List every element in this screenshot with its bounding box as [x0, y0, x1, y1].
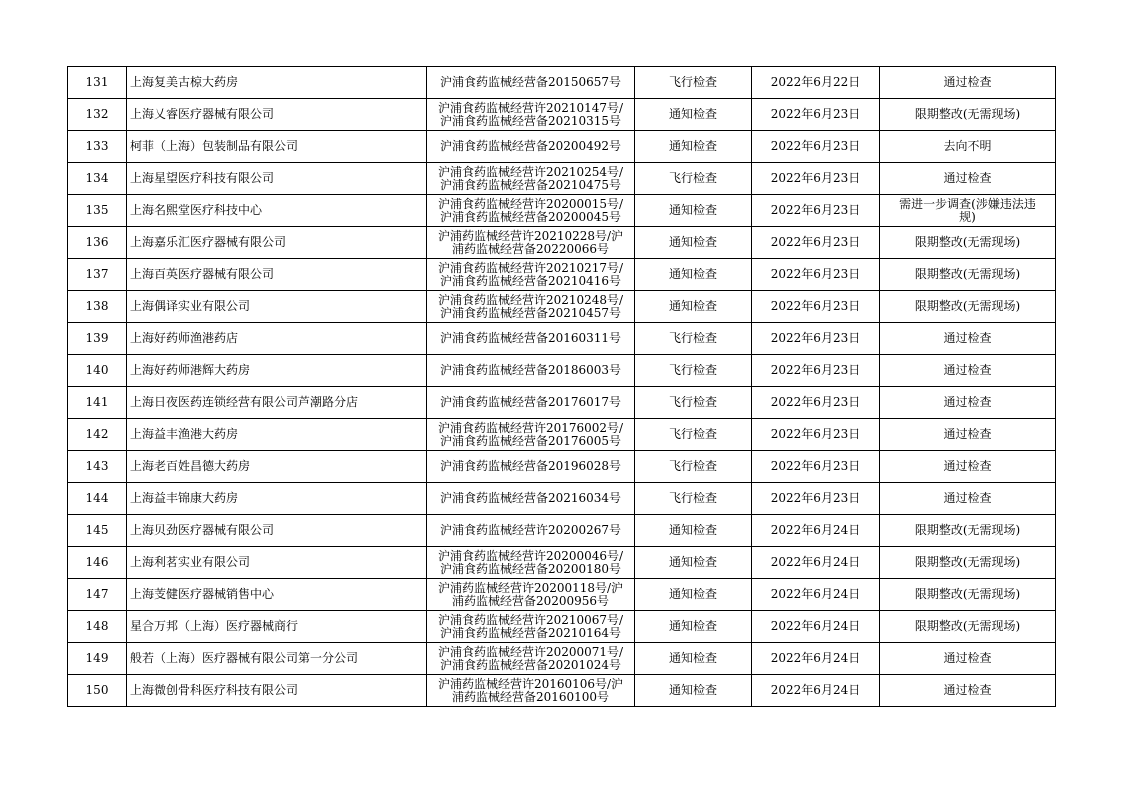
inspection-method-cell: 通知检查 [635, 579, 752, 611]
row-number-cell: 136 [68, 227, 127, 259]
inspection-result-cell: 限期整改(无需现场) [880, 99, 1056, 131]
inspection-method-cell: 飞行检查 [635, 419, 752, 451]
inspection-result-cell: 通过检查 [880, 355, 1056, 387]
inspection-date-cell: 2022年6月23日 [752, 387, 880, 419]
license-number-cell: 沪浦食药监械经营备20176017号 [427, 387, 635, 419]
table-row [68, 291, 1056, 323]
inspection-date-cell: 2022年6月23日 [752, 483, 880, 515]
table-row [68, 483, 1056, 515]
inspection-result-cell: 限期整改(无需现场) [880, 291, 1056, 323]
table-row [68, 131, 1056, 163]
row-number-cell: 137 [68, 259, 127, 291]
inspection-result-cell: 通过检查 [880, 67, 1056, 99]
table-row [68, 323, 1056, 355]
inspection-method-cell: 飞行检查 [635, 355, 752, 387]
row-number-cell: 133 [68, 131, 127, 163]
inspection-date-cell: 2022年6月24日 [752, 675, 880, 707]
table-row [68, 387, 1056, 419]
inspection-date-cell: 2022年6月24日 [752, 611, 880, 643]
license-number-cell: 沪浦食药监械经营备20160311号 [427, 323, 635, 355]
license-number-cell: 沪浦食药监械经营许20200046号/ 沪浦食药监械经营备20200180号 [427, 547, 635, 579]
inspection-result-cell: 通过检查 [880, 323, 1056, 355]
company-name-cell: 上海百英医疗器械有限公司 [127, 259, 427, 291]
company-name-cell: 上海好药师渔港药店 [127, 323, 427, 355]
inspection-result-cell: 通过检查 [880, 419, 1056, 451]
inspection-result-cell: 通过检查 [880, 643, 1056, 675]
row-number-cell: 138 [68, 291, 127, 323]
license-number-cell: 沪浦食药监械经营许20200015号/ 沪浦食药监械经营备20200045号 [427, 195, 635, 227]
inspection-method-cell: 通知检查 [635, 99, 752, 131]
table-row [68, 355, 1056, 387]
table-row [68, 163, 1056, 195]
inspection-method-cell: 通知检查 [635, 643, 752, 675]
inspection-date-cell: 2022年6月22日 [752, 67, 880, 99]
company-name-cell: 星合万邦（上海）医疗器械商行 [127, 611, 427, 643]
inspection-method-cell: 通知检查 [635, 195, 752, 227]
inspection-method-cell: 通知检查 [635, 259, 752, 291]
license-number-cell: 沪浦食药监械经营许20210254号/ 沪浦食药监械经营备20210475号 [427, 163, 635, 195]
table-row [68, 611, 1056, 643]
inspection-table-body [68, 67, 1056, 707]
inspection-method-cell: 飞行检查 [635, 67, 752, 99]
row-number-cell: 143 [68, 451, 127, 483]
row-number-cell: 150 [68, 675, 127, 707]
license-number-cell: 沪浦食药监械经营备20200492号 [427, 131, 635, 163]
inspection-date-cell: 2022年6月23日 [752, 163, 880, 195]
table-row [68, 451, 1056, 483]
company-name-cell: 上海利茗实业有限公司 [127, 547, 427, 579]
inspection-date-cell: 2022年6月23日 [752, 259, 880, 291]
company-name-cell: 上海日夜医药连锁经营有限公司芦潮路分店 [127, 387, 427, 419]
row-number-cell: 144 [68, 483, 127, 515]
inspection-method-cell: 通知检查 [635, 515, 752, 547]
license-number-cell: 沪浦药监械经营许20200118号/沪 浦药监械经营备20200956号 [427, 579, 635, 611]
license-number-cell: 沪浦食药监械经营备20186003号 [427, 355, 635, 387]
inspection-result-cell: 通过检查 [880, 675, 1056, 707]
row-number-cell: 141 [68, 387, 127, 419]
table-row [68, 515, 1056, 547]
inspection-result-cell: 通过检查 [880, 387, 1056, 419]
inspection-result-cell: 限期整改(无需现场) [880, 547, 1056, 579]
company-name-cell: 上海星望医疗科技有限公司 [127, 163, 427, 195]
table-row [68, 259, 1056, 291]
inspection-result-cell: 通过检查 [880, 451, 1056, 483]
inspection-method-cell: 飞行检查 [635, 163, 752, 195]
row-number-cell: 149 [68, 643, 127, 675]
company-name-cell: 上海老百姓昌德大药房 [127, 451, 427, 483]
company-name-cell: 上海微创骨科医疗科技有限公司 [127, 675, 427, 707]
inspection-date-cell: 2022年6月23日 [752, 323, 880, 355]
row-number-cell: 140 [68, 355, 127, 387]
inspection-result-cell: 通过检查 [880, 483, 1056, 515]
row-number-cell: 146 [68, 547, 127, 579]
inspection-method-cell: 飞行检查 [635, 451, 752, 483]
inspection-result-cell: 限期整改(无需现场) [880, 259, 1056, 291]
inspection-date-cell: 2022年6月23日 [752, 99, 880, 131]
company-name-cell: 上海名熙堂医疗科技中心 [127, 195, 427, 227]
inspection-date-cell: 2022年6月23日 [752, 227, 880, 259]
inspection-method-cell: 飞行检查 [635, 387, 752, 419]
license-number-cell: 沪浦食药监械经营许20210147号/ 沪浦食药监械经营备20210315号 [427, 99, 635, 131]
inspection-table [67, 66, 1056, 707]
company-name-cell: 上海乂睿医疗器械有限公司 [127, 99, 427, 131]
license-number-cell: 沪浦食药监械经营备20196028号 [427, 451, 635, 483]
inspection-result-cell: 去向不明 [880, 131, 1056, 163]
license-number-cell: 沪浦药监械经营许20210228号/沪 浦药监械经营备20220066号 [427, 227, 635, 259]
table-row [68, 419, 1056, 451]
inspection-method-cell: 飞行检查 [635, 323, 752, 355]
company-name-cell: 上海复美古椋大药房 [127, 67, 427, 99]
license-number-cell: 沪浦食药监械经营许20176002号/ 沪浦食药监械经营备20176005号 [427, 419, 635, 451]
company-name-cell: 上海嘉乐汇医疗器械有限公司 [127, 227, 427, 259]
company-name-cell: 般若（上海）医疗器械有限公司第一分公司 [127, 643, 427, 675]
license-number-cell: 沪浦食药监械经营许20200071号/ 沪浦食药监械经营备20201024号 [427, 643, 635, 675]
inspection-method-cell: 通知检查 [635, 291, 752, 323]
inspection-method-cell: 通知检查 [635, 547, 752, 579]
row-number-cell: 147 [68, 579, 127, 611]
license-number-cell: 沪浦食药监械经营许20210217号/ 沪浦食药监械经营备20210416号 [427, 259, 635, 291]
inspection-date-cell: 2022年6月23日 [752, 131, 880, 163]
company-name-cell: 上海芰健医疗器械销售中心 [127, 579, 427, 611]
inspection-method-cell: 通知检查 [635, 611, 752, 643]
company-name-cell: 上海益丰锦康大药房 [127, 483, 427, 515]
table-row [68, 675, 1056, 707]
inspection-result-cell: 限期整改(无需现场) [880, 611, 1056, 643]
license-number-cell: 沪浦食药监械经营许20210067号/ 沪浦食药监械经营备20210164号 [427, 611, 635, 643]
inspection-date-cell: 2022年6月23日 [752, 419, 880, 451]
inspection-method-cell: 通知检查 [635, 227, 752, 259]
license-number-cell: 沪浦食药监械经营备20150657号 [427, 67, 635, 99]
row-number-cell: 135 [68, 195, 127, 227]
company-name-cell: 上海好药师港辉大药房 [127, 355, 427, 387]
inspection-date-cell: 2022年6月23日 [752, 291, 880, 323]
row-number-cell: 148 [68, 611, 127, 643]
inspection-date-cell: 2022年6月23日 [752, 355, 880, 387]
table-row [68, 643, 1056, 675]
license-number-cell: 沪浦食药监械经营备20216034号 [427, 483, 635, 515]
table-row [68, 99, 1056, 131]
row-number-cell: 139 [68, 323, 127, 355]
inspection-method-cell: 通知检查 [635, 675, 752, 707]
inspection-result-cell: 限期整改(无需现场) [880, 227, 1056, 259]
inspection-result-cell: 限期整改(无需现场) [880, 579, 1056, 611]
license-number-cell: 沪浦食药监械经营许20210248号/ 沪浦食药监械经营备20210457号 [427, 291, 635, 323]
inspection-method-cell: 通知检查 [635, 131, 752, 163]
row-number-cell: 132 [68, 99, 127, 131]
license-number-cell: 沪浦药监械经营许20160106号/沪 浦药监械经营备20160100号 [427, 675, 635, 707]
inspection-date-cell: 2022年6月23日 [752, 451, 880, 483]
inspection-date-cell: 2022年6月24日 [752, 547, 880, 579]
row-number-cell: 145 [68, 515, 127, 547]
inspection-result-cell: 通过检查 [880, 163, 1056, 195]
row-number-cell: 134 [68, 163, 127, 195]
inspection-date-cell: 2022年6月24日 [752, 579, 880, 611]
table-row [68, 579, 1056, 611]
table-row [68, 547, 1056, 579]
company-name-cell: 上海益丰渔港大药房 [127, 419, 427, 451]
inspection-date-cell: 2022年6月24日 [752, 515, 880, 547]
inspection-result-cell: 需进一步调查(涉嫌违法违 规) [880, 195, 1056, 227]
inspection-date-cell: 2022年6月23日 [752, 195, 880, 227]
inspection-date-cell: 2022年6月24日 [752, 643, 880, 675]
table-row [68, 195, 1056, 227]
table-row [68, 67, 1056, 99]
company-name-cell: 上海贝劲医疗器械有限公司 [127, 515, 427, 547]
company-name-cell: 柯菲（上海）包装制品有限公司 [127, 131, 427, 163]
inspection-result-cell: 限期整改(无需现场) [880, 515, 1056, 547]
row-number-cell: 131 [68, 67, 127, 99]
company-name-cell: 上海偶译实业有限公司 [127, 291, 427, 323]
inspection-method-cell: 飞行检查 [635, 483, 752, 515]
row-number-cell: 142 [68, 419, 127, 451]
table-row [68, 227, 1056, 259]
license-number-cell: 沪浦食药监械经营许20200267号 [427, 515, 635, 547]
